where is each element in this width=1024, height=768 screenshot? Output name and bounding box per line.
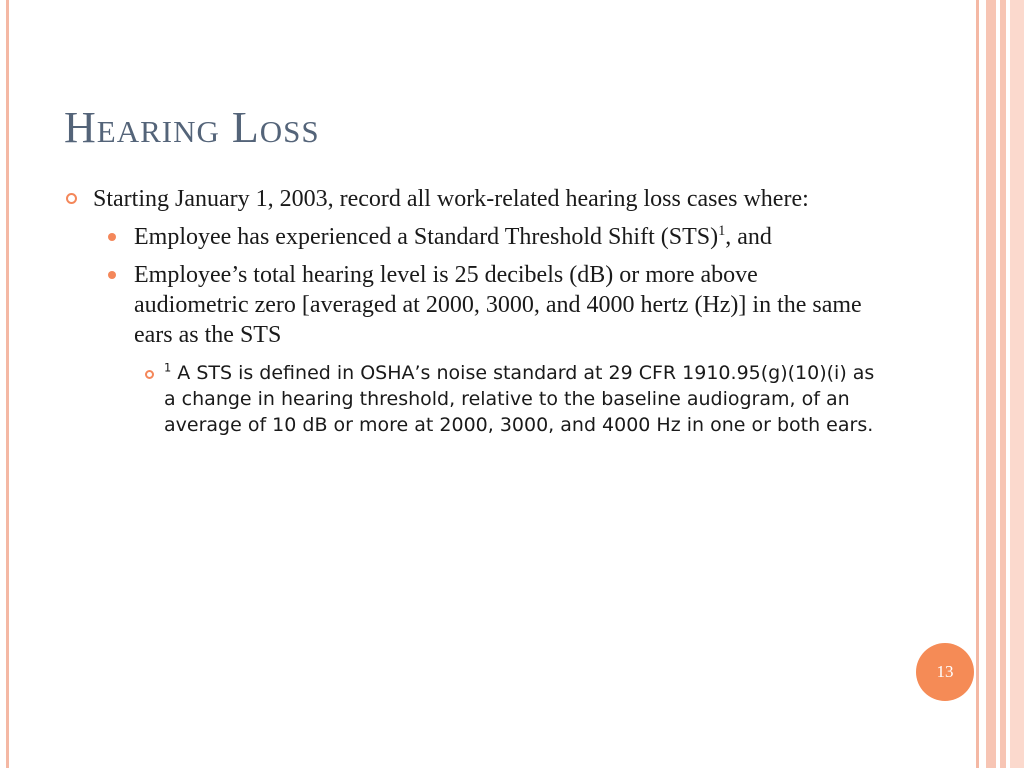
footnote-marker: 1 <box>164 360 172 375</box>
left-decorative-stripe <box>6 0 9 768</box>
circle-bullet-icon <box>66 193 77 204</box>
bullet-item-sts <box>64 222 874 252</box>
bullet-item-main <box>64 184 874 214</box>
slide-title: Hearing Loss <box>64 103 320 152</box>
footnote-text: A STS is defined in OSHA’s noise standard at 29 CFR 1910.95(g)(10)(i) as a change in hearing threshold, relative to the baseline audiogram, of an average of 10 dB or more at 2000, 3000, and 4000 Hz in one or both ears. <box>164 362 875 436</box>
bullet-item-hearing-level <box>64 260 874 350</box>
bullet-text: Employee has experienced a Standard Threshold Shift (STS) <box>134 224 719 250</box>
right-decorative-stripe <box>976 0 979 768</box>
bullet-text: Employee’s total hearing level is 25 decibels (dB) or more above audiometric zero [averaged at 2000, 3000, and 4000 hertz (Hz)] in the same ears as the STS <box>134 262 862 348</box>
bullet-item-footnote <box>64 360 884 438</box>
footnote-marker: 1 <box>718 223 726 239</box>
dot-bullet-icon <box>108 233 116 241</box>
right-decorative-stripe <box>986 0 996 768</box>
bullet-text: Starting January 1, 2003, record all work-related hearing loss cases where: <box>93 186 809 212</box>
right-decorative-stripe <box>1000 0 1006 768</box>
dot-bullet-icon <box>108 271 116 279</box>
page-number-badge: 13 <box>916 643 974 701</box>
right-decorative-stripe <box>1010 0 1024 768</box>
circle-bullet-icon <box>145 370 154 379</box>
bullet-text-tail: , and <box>725 224 772 250</box>
slide-body <box>64 184 874 438</box>
